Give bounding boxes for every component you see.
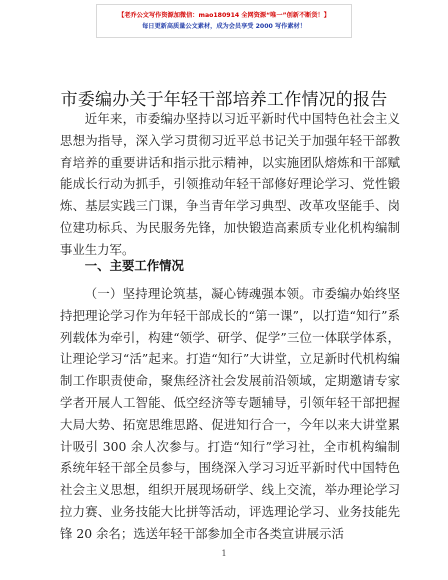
document-title: 市委编办关于年轻干部培养工作情况的报告: [60, 90, 388, 110]
promo-banner: [96, 4, 352, 38]
section-paragraph: （一）坚持理论筑基，凝心铸魂强本领。市委编办始终坚持把理论学习作为年轻干部成长的“第一课”，以打造“知行”系列载体为牵引，构建“领学、研学、促学”三位一体联学体系，让理论学习“活”起来。打造“知行”大讲堂，立足新时代机构编制工作职责使命，聚焦经济社会发展前沿领域，定期邀请专家学者开展人工智能、低空经济等专题辅导，引领年轻干部把握大局大势、拓宽思维思路、促进知行合一，今年以来大讲堂累计吸引 300 余人次参与。打造“知行”学习社，全市机构编制系统年轻干部全员参与，围绕深入学习习近平新时代中国特色社会主义思想，组织开展现场研学、线上交流，举办理论学习拉力赛、业务技能大比拼等活动，评选理论学习、业务技能先锋 20 余名；选送年轻干部参加全市各类宣讲展示活: [60, 286, 400, 541]
page-number: 1: [221, 549, 227, 558]
intro-paragraph: 近年来，市委编办坚持以习近平新时代中国特色社会主义思想为指导，深入学习贯彻习近平总书记关于加强年轻干部教育培养的重要讲话和指示批示精神，以实施团队熔炼和干部赋能成长行动为抓手，引领推动年轻干部修好理论学习、党性锻炼、基层实践三门课，争当青年学习典型、改革攻坚能手、岗位建功标兵、为民服务先锋，加快锻造高素质专业化机构编制事业生力军。: [60, 111, 400, 257]
promo-banner-line-2: 每日更新高质量公文素材，成为会员享受 2000 写作素材！: [142, 23, 306, 30]
promo-banner-line-1: 【老乔公文写作资源加微信：mao180914 全网资源“唯一”创新不断货！】: [118, 12, 330, 19]
section-heading: 一、主要工作情况: [84, 258, 184, 273]
